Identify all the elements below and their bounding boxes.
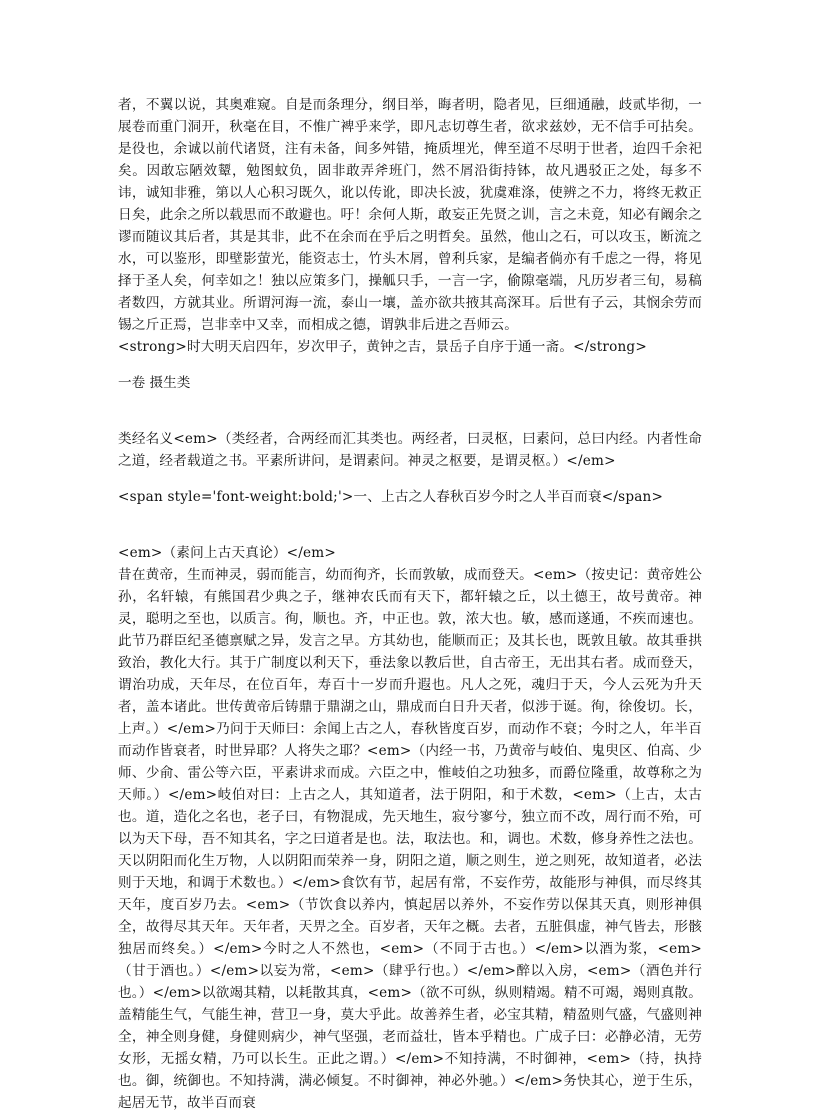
preface-paragraph: 者，不翼以说，其奥难窥。自是而条理分，纲目举，晦者明，隐者见，巨细通融，歧贰毕彻，一展卷而重门洞开，秋毫在目，不惟广裨乎来学，即凡志切尊生者，欲求兹妙，无不信手可拈矣。是役也，余诚以前代诸贤，注有未备，间多舛错，掩质埋光，俾至道不尽明于世者，迨四千余祀矣。因敢忘陋效颦，勉图蚊负，固非敢弄斧班门，然不屑沿街持钵，故凡遇驳正之处，每多不讳，诚知非雅，第以人心积习既久，讹以传讹，即决长波，犹虞难涤，使辨之不力，将终无救正日矣，此余之所以载思而不敢避也。吁！余何人斯，敢妄正先贤之训，言之未竟，知必有阚余之谬而随议其后者，其是其非，此不在余而在乎后之明哲矣。虽然，他山之石，可以攻玉，断流之水，可以鉴形，即壁影萤光，能资志士，竹头木屑，曾利兵家，是编者倘亦有千虑之一得，将见择于圣人矣，何幸如之！独以应策多门，操觚只手，一言一字，偷隙毫端，凡历岁者三旬，易稿者数四，方就其业。所谓河海一流，泰山一壤，盖亦欲共掖其高深耳。后世有子云，其悯余劳而锡之斤正焉，岂非幸中又幸，而相成之德，谓孰非后进之吾师云。: [118, 97, 702, 333]
source-citation: <em>（素问上古天真论）</em>: [118, 545, 336, 561]
preface-closing-line: <strong>时大明天启四年，岁次甲子，黄钟之吉，景岳子自序于通一斋。</strong>: [118, 339, 647, 355]
section-heading: <span style='font-weight:bold;'>一、上古之人春秋百岁今时之人半百而衰</span>: [118, 489, 664, 505]
volume-title: 一卷 摄生类: [118, 375, 191, 391]
body-paragraph: 昔在黄帝，生而神灵，弱而能言，幼而徇齐，长而敦敏，成而登天。<em>（按史记：黄帝姓公孙，名轩辕，有熊国君少典之子，继神农氏而有天下，都轩辕之丘，以土德王，故号黄帝。神灵，聪明之至也，以质言。徇，顺也。齐，中正也。敦，浓大也。敏，感而遂通，不疾而速也。此节乃群臣纪圣德禀赋之异，发言之早。方其幼也，能顺而正；及其长也，既敦且敏。故其垂拱致治，教化大行。其于广制度以利天下，垂法象以教后世，自古帝王，无出其右者。成而登天，谓治功成，天年尽，在位百年，寿百十一岁而升遐也。凡人之死，魂归于天，今人云死为升天者，盖本诸此。世传黄帝后铸鼎于鼎湖之山，鼎成而白日升天者，似涉于诞。徇，徐俊切。长，上声。）</em>乃问于天师曰：余闻上古之人，春秋皆度百岁，而动作不衰；今时之人，年半百而动作皆衰者，时世异耶？人将失之耶？<em>（内经一书，乃黄帝与岐伯、鬼臾区、伯高、少师、少俞、雷公等六臣，平素讲求而成。六臣之中，惟岐伯之功独多，而爵位隆重，故尊称之为天师。）</em>岐伯对曰：上古之人，其知道者，法于阴阳，和于术数，<em>（上古，太古也。道，造化之名也，老子曰，有物混成，先天地生，寂兮寥兮，独立而不改，周行而不殆，可以为天下母，吾不知其名，字之曰道者是也。法，取法也。和，调也。术数，修身养性之法也。天以阴阳而化生万物，人以阴阳而荣养一身，阴阳之道，顺之则生，逆之则死，故知道者，必法则于天地，和调于术数也。）</em>食饮有节，起居有常，不妄作劳，故能形与神俱，而尽终其天年，度百岁乃去。<em>（节饮食以养内，慎起居以养外，不妄作劳以保其天真，则形神俱全，故得尽其天年。天年者，天畀之全。百岁者，天年之概。去者，五脏俱虚，神气皆去，形骸独居而终矣。）</em>今时之人不然也，<em>（不同于古也。）</em>以酒为浆，<em>（甘于酒也。）</em>以妄为常，<em>（肆乎行也。）</em>醉以入房，<em>（酒色并行也。）</em>以欲竭其精，以耗散其真，<em>（欲不可纵，纵则精竭。精不可竭，竭则真散。盖精能生气，气能生神，营卫一身，莫大乎此。故善养生者，必宝其精，精盈则气盛，气盛则神全，神全则身健，身健则病少，神气坚强，老而益壮，皆本乎精也。广成子曰：必静必清，无劳女形，无摇女精，乃可以长生。正此之谓。）</em>不知持满，不时御神，<em>（持，执持也。御，统御也。不知持满，满必倾复。不时御神，神必外驰。）</em>务快其心，逆于生乐，起居无节，故半百而衰: [118, 567, 702, 1111]
document-page: [118, 94, 702, 1114]
intro-paragraph: 类经名义<em>（类经者，合两经而汇其类也。两经者，曰灵枢，曰素问，总曰内经。内者性命之道，经者载道之书。平素所讲问，是谓素问。神灵之枢要，是谓灵枢。）</em>: [118, 431, 702, 469]
